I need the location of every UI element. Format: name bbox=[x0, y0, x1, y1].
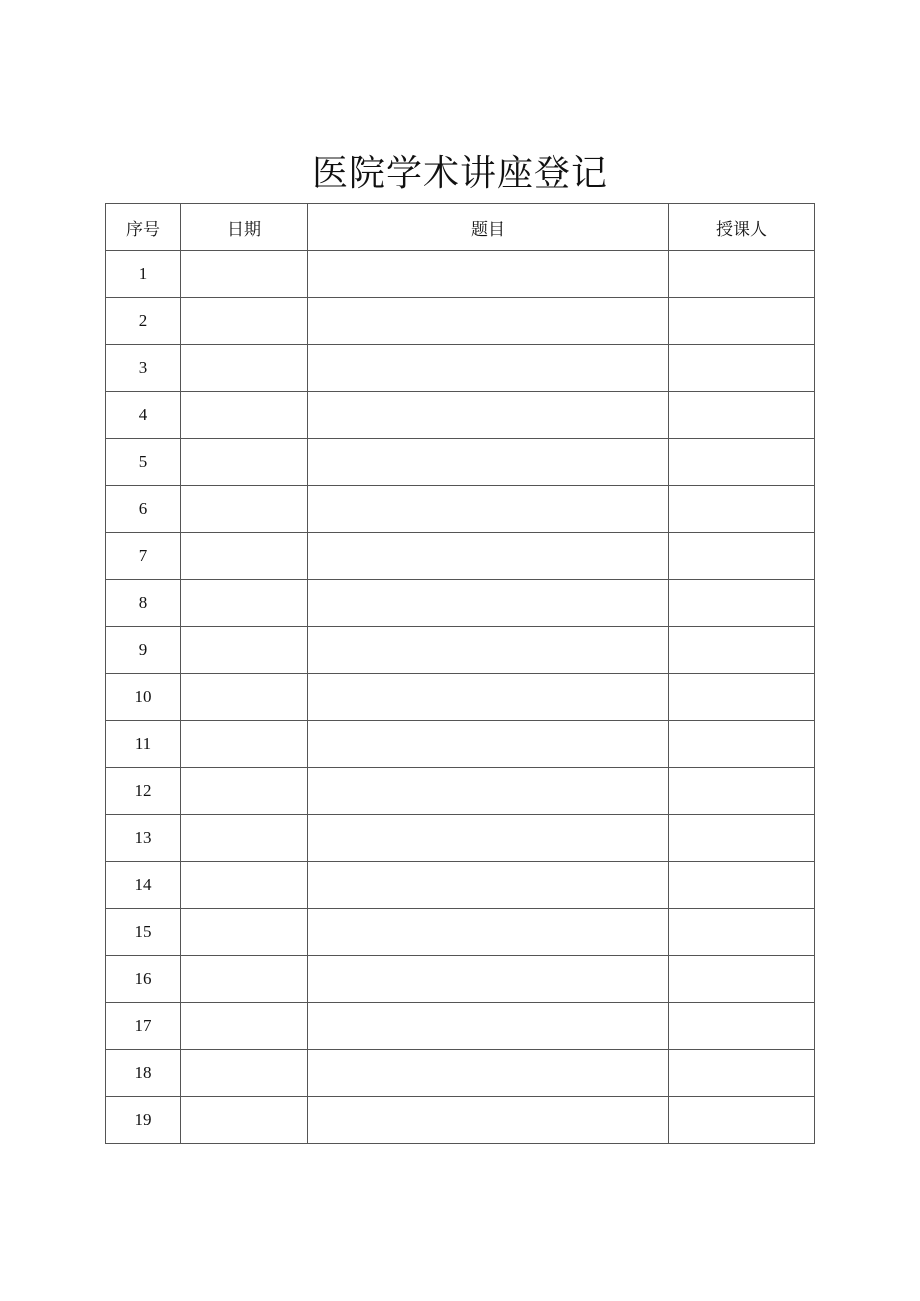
row-date-cell[interactable] bbox=[181, 580, 308, 627]
table-row bbox=[106, 392, 815, 439]
table-row bbox=[106, 721, 815, 768]
row-index-cell: 11 bbox=[106, 721, 181, 768]
column-header-lecturer: 授课人 bbox=[669, 204, 815, 251]
header-row bbox=[106, 204, 815, 251]
row-topic-cell[interactable] bbox=[308, 862, 669, 909]
table-row bbox=[106, 768, 815, 815]
table-row bbox=[106, 486, 815, 533]
row-index-cell: 9 bbox=[106, 627, 181, 674]
row-lecturer-cell[interactable] bbox=[669, 392, 815, 439]
row-date-cell[interactable] bbox=[181, 909, 308, 956]
row-date-cell[interactable] bbox=[181, 486, 308, 533]
row-topic-cell[interactable] bbox=[308, 956, 669, 1003]
row-lecturer-cell[interactable] bbox=[669, 627, 815, 674]
row-date-cell[interactable] bbox=[181, 627, 308, 674]
page-title: 医院学术讲座登记 bbox=[311, 153, 608, 194]
row-topic-cell[interactable] bbox=[308, 298, 669, 345]
row-topic-cell[interactable] bbox=[308, 1003, 669, 1050]
row-index-cell: 18 bbox=[106, 1050, 181, 1097]
row-index-cell: 2 bbox=[106, 298, 181, 345]
table-row bbox=[106, 815, 815, 862]
row-date-cell[interactable] bbox=[181, 862, 308, 909]
column-header-index: 序号 bbox=[106, 204, 181, 251]
row-date-cell[interactable] bbox=[181, 956, 308, 1003]
row-lecturer-cell[interactable] bbox=[669, 345, 815, 392]
row-topic-cell[interactable] bbox=[308, 674, 669, 721]
row-date-cell[interactable] bbox=[181, 1097, 308, 1144]
row-index-cell: 16 bbox=[106, 956, 181, 1003]
row-index-cell: 14 bbox=[106, 862, 181, 909]
row-date-cell[interactable] bbox=[181, 674, 308, 721]
row-topic-cell[interactable] bbox=[308, 486, 669, 533]
row-date-cell[interactable] bbox=[181, 533, 308, 580]
row-index-cell: 17 bbox=[106, 1003, 181, 1050]
row-index-cell: 19 bbox=[106, 1097, 181, 1144]
row-date-cell[interactable] bbox=[181, 392, 308, 439]
lecture-register-table bbox=[105, 203, 815, 1144]
row-topic-cell[interactable] bbox=[308, 392, 669, 439]
row-lecturer-cell[interactable] bbox=[669, 815, 815, 862]
row-index-cell: 5 bbox=[106, 439, 181, 486]
row-date-cell[interactable] bbox=[181, 1003, 308, 1050]
table-row bbox=[106, 298, 815, 345]
row-topic-cell[interactable] bbox=[308, 909, 669, 956]
row-lecturer-cell[interactable] bbox=[669, 956, 815, 1003]
row-index-cell: 3 bbox=[106, 345, 181, 392]
row-index-cell: 13 bbox=[106, 815, 181, 862]
row-date-cell[interactable] bbox=[181, 721, 308, 768]
row-date-cell[interactable] bbox=[181, 345, 308, 392]
row-lecturer-cell[interactable] bbox=[669, 298, 815, 345]
row-index-cell: 12 bbox=[106, 768, 181, 815]
column-header-topic: 题目 bbox=[308, 204, 669, 251]
row-topic-cell[interactable] bbox=[308, 251, 669, 298]
row-date-cell[interactable] bbox=[181, 298, 308, 345]
row-date-cell[interactable] bbox=[181, 768, 308, 815]
row-topic-cell[interactable] bbox=[308, 768, 669, 815]
row-date-cell[interactable] bbox=[181, 251, 308, 298]
row-topic-cell[interactable] bbox=[308, 1097, 669, 1144]
table-row bbox=[106, 1050, 815, 1097]
row-topic-cell[interactable] bbox=[308, 627, 669, 674]
row-lecturer-cell[interactable] bbox=[669, 1050, 815, 1097]
row-lecturer-cell[interactable] bbox=[669, 486, 815, 533]
table-row bbox=[106, 533, 815, 580]
row-topic-cell[interactable] bbox=[308, 345, 669, 392]
row-date-cell[interactable] bbox=[181, 1050, 308, 1097]
row-lecturer-cell[interactable] bbox=[669, 862, 815, 909]
row-lecturer-cell[interactable] bbox=[669, 533, 815, 580]
table-row bbox=[106, 1097, 815, 1144]
table-row bbox=[106, 627, 815, 674]
row-topic-cell[interactable] bbox=[308, 439, 669, 486]
row-lecturer-cell[interactable] bbox=[669, 768, 815, 815]
row-lecturer-cell[interactable] bbox=[669, 1003, 815, 1050]
column-header-date: 日期 bbox=[181, 204, 308, 251]
row-topic-cell[interactable] bbox=[308, 815, 669, 862]
row-lecturer-cell[interactable] bbox=[669, 1097, 815, 1144]
table-row bbox=[106, 251, 815, 298]
row-index-cell: 1 bbox=[106, 251, 181, 298]
row-index-cell: 10 bbox=[106, 674, 181, 721]
row-topic-cell[interactable] bbox=[308, 721, 669, 768]
table-row bbox=[106, 1003, 815, 1050]
table-row bbox=[106, 909, 815, 956]
row-index-cell: 15 bbox=[106, 909, 181, 956]
row-lecturer-cell[interactable] bbox=[669, 909, 815, 956]
table-body bbox=[106, 251, 815, 1144]
table-row bbox=[106, 345, 815, 392]
row-index-cell: 6 bbox=[106, 486, 181, 533]
row-lecturer-cell[interactable] bbox=[669, 439, 815, 486]
row-index-cell: 7 bbox=[106, 533, 181, 580]
row-lecturer-cell[interactable] bbox=[669, 251, 815, 298]
table-row bbox=[106, 956, 815, 1003]
row-lecturer-cell[interactable] bbox=[669, 674, 815, 721]
table-row bbox=[106, 580, 815, 627]
table-row bbox=[106, 674, 815, 721]
row-date-cell[interactable] bbox=[181, 439, 308, 486]
row-index-cell: 8 bbox=[106, 580, 181, 627]
row-lecturer-cell[interactable] bbox=[669, 580, 815, 627]
row-topic-cell[interactable] bbox=[308, 580, 669, 627]
row-topic-cell[interactable] bbox=[308, 1050, 669, 1097]
table-row bbox=[106, 862, 815, 909]
row-date-cell[interactable] bbox=[181, 815, 308, 862]
row-lecturer-cell[interactable] bbox=[669, 721, 815, 768]
row-topic-cell[interactable] bbox=[308, 533, 669, 580]
row-index-cell: 4 bbox=[106, 392, 181, 439]
table-row bbox=[106, 439, 815, 486]
